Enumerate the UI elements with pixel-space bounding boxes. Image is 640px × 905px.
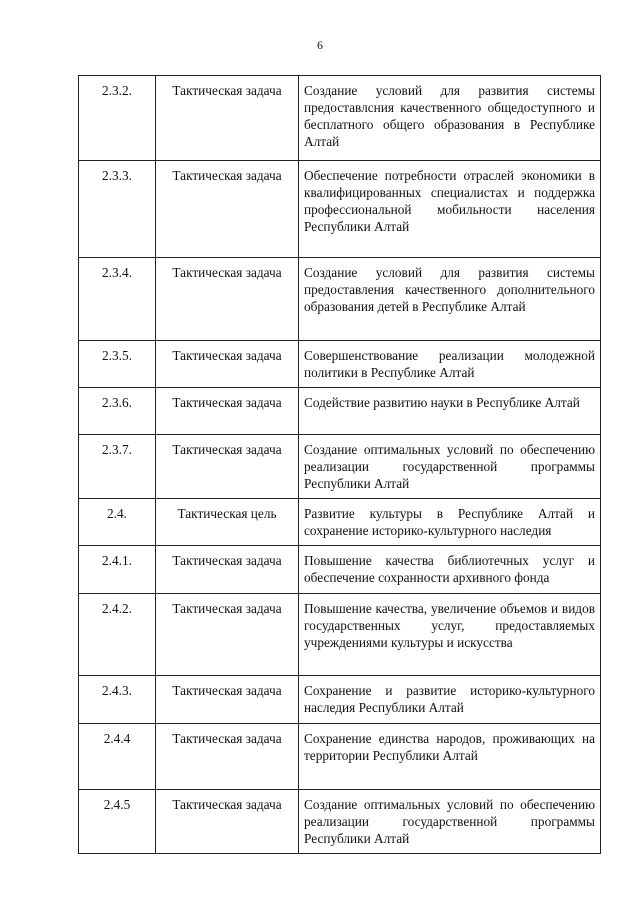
page-number: 6 [317,38,323,52]
row-description: Создание условий для развития системы предоставления качественного дополнительного образования детей в Республике Алтай [299,258,601,341]
row-number: 2.3.6. [79,388,156,435]
row-number: 2.4.3. [79,676,156,724]
row-description: Содействие развитию науки в Республике Алтай [299,388,601,435]
row-number: 2.3.3. [79,161,156,258]
row-type: Тактическая задача [156,676,299,724]
row-type: Тактическая задача [156,594,299,676]
table-row [79,435,601,499]
row-type: Тактическая задача [156,790,299,854]
table-row [79,388,601,435]
table-row [79,594,601,676]
row-number: 2.4. [79,499,156,546]
table-row [79,676,601,724]
row-type: Тактическая задача [156,76,299,161]
row-description: Создание оптимальных условий по обеспечению реализации государственной программы Республики Алтай [299,790,601,854]
row-description: Развитие культуры в Республике Алтай и сохранение историко-культурного наследия [299,499,601,546]
row-description: Повышение качества библиотечных услуг и обеспечение сохранности архивного фонда [299,546,601,594]
table-row [79,546,601,594]
row-number: 2.4.2. [79,594,156,676]
row-type: Тактическая задача [156,258,299,341]
table-row [79,790,601,854]
row-description: Сохранение и развитие историко-культурного наследия Республики Алтай [299,676,601,724]
row-type: Тактическая задача [156,435,299,499]
row-number: 2.3.5. [79,341,156,388]
row-number: 2.3.2. [79,76,156,161]
table-row [79,258,601,341]
row-description: Создание оптимальных условий по обеспечению реализации государственной программы Республики Алтай [299,435,601,499]
row-number: 2.4.4 [79,724,156,790]
row-description: Повышение качества, увеличение объемов и видов государственных услуг, предоставляемых учреждениями культуры и искусства [299,594,601,676]
row-description: Сохранение единства народов, проживающих на территории Республики Алтай [299,724,601,790]
table-row [79,161,601,258]
row-type: Тактическая задача [156,341,299,388]
row-description: Обеспечение потребности отраслей экономики в квалифицированных специалистах и поддержка профессиональной мобильности населения Республики Алтай [299,161,601,258]
table-row [79,724,601,790]
row-number: 2.3.4. [79,258,156,341]
table-row [79,499,601,546]
row-type: Тактическая задача [156,546,299,594]
row-type: Тактическая задача [156,724,299,790]
row-type: Тактическая задача [156,161,299,258]
table-row [79,76,601,161]
row-type: Тактическая задача [156,388,299,435]
row-number: 2.4.1. [79,546,156,594]
row-description: Совершенствование реализации молодежной политики в Республике Алтай [299,341,601,388]
row-type: Тактическая цель [156,499,299,546]
goals-table [78,75,601,854]
row-number: 2.4.5 [79,790,156,854]
row-description: Создание условий для развития системы предоставлсния качественного общедоступного и бесплатного общего образования в Республике Алтай [299,76,601,161]
table-row [79,341,601,388]
row-number: 2.3.7. [79,435,156,499]
